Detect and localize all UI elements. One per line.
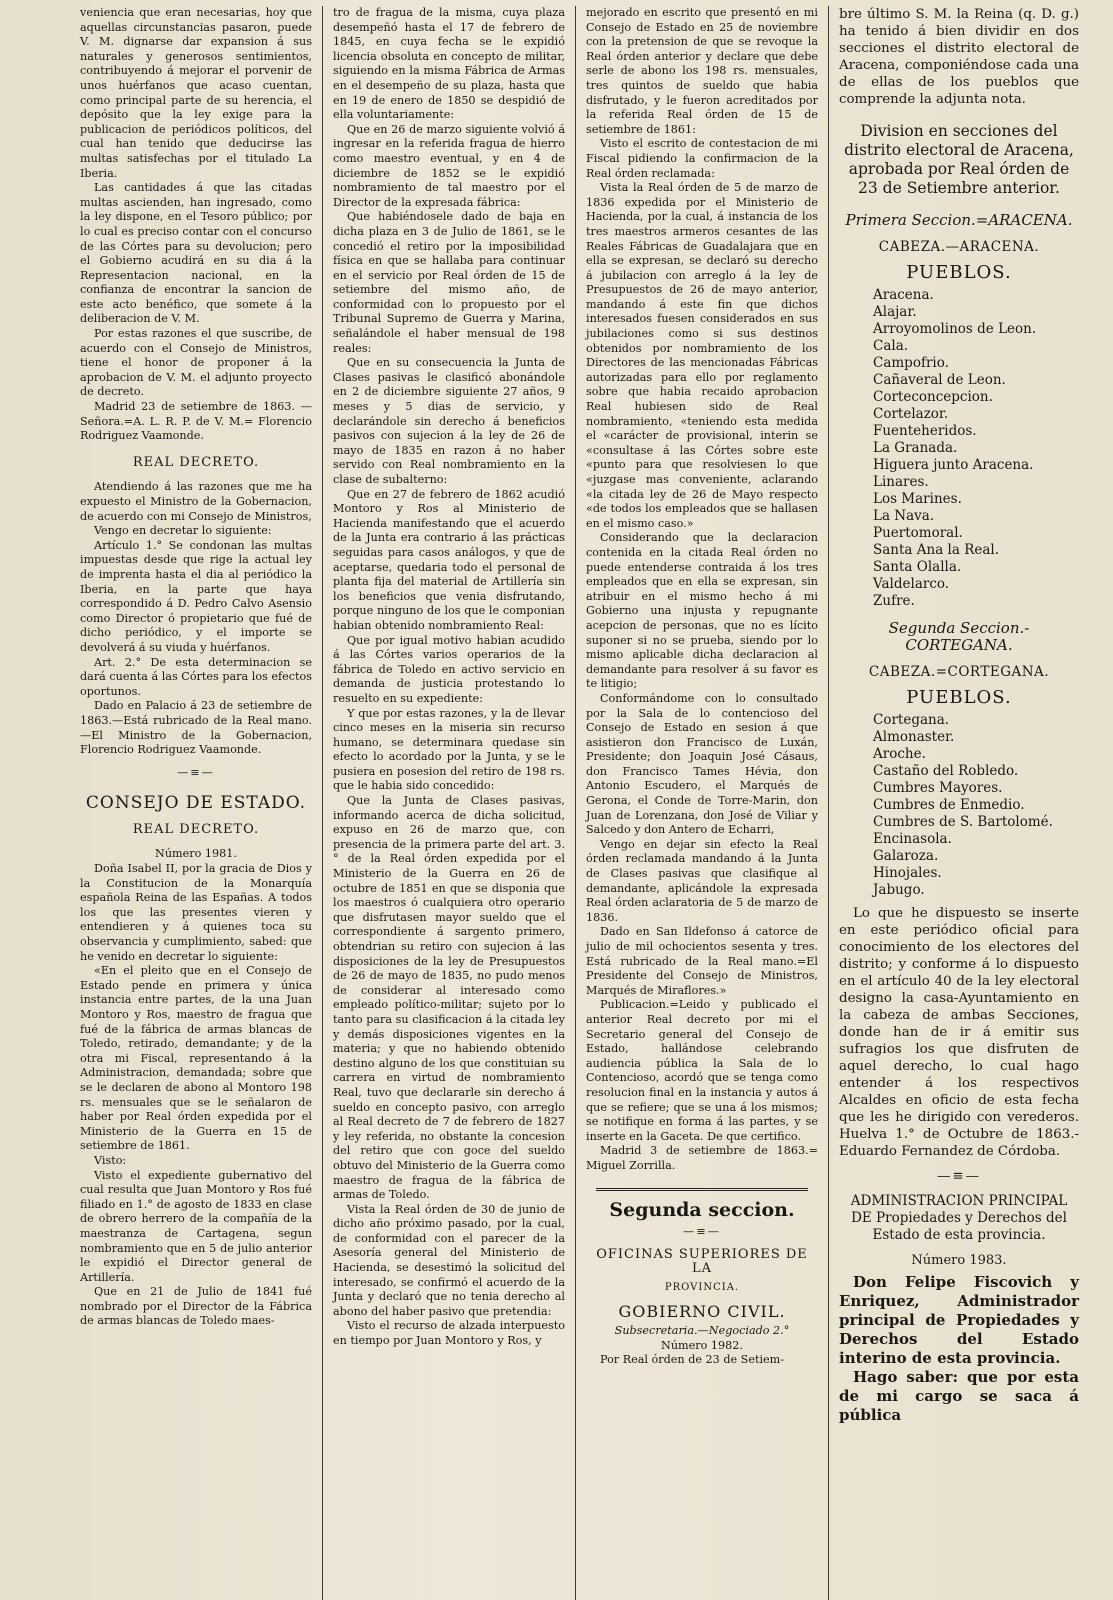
town-item: Cumbres Mayores. — [873, 780, 1003, 796]
pueblos-heading: PUEBLOS. — [906, 687, 1012, 708]
paragraph: tro de fragua de la misma, cuya plaza desempeñó hasta el 17 de febrero de 1845, en cuya fecha se le expidió licencia obsoluta en concepto de militar, siguiendo en la misma Fábrica de Armas en el desempeño de su plaza, hasta que en 19 de enero de 1850 se despidió de ella voluntariamente: — [333, 6, 565, 122]
column-2 — [323, 6, 576, 1600]
town-item: Cumbres de Enmedio. — [873, 797, 1025, 813]
office-heading: GOBIERNO CIVIL. — [618, 1302, 786, 1322]
office-subheading: PROVINCIA. — [664, 1281, 740, 1293]
paragraph: Que la Junta de Clases pasivas, informando acerca de dicha solicitud, expuso en 26 de marzo que, con presencia de la primera parte del art. 3.° de la Real órden expedida por el Ministerio de la Guerra en 26 de octubre de 1851 en que se disponia que los maestros ó cualquiera otro operario que disfrutasen mayor sueldo que el correspondiente á sargento primero, obtendrian su retiro con sujecion á las disposiciones de la ley de Presupuestos de 26 de mayo de 1835, no pudo menos de considerar al interesado como empleado político-militar; sujeto por lo tanto para su clasificacion á la citada ley y demás disposiciones vigentes en la materia; y que no habiendo obtenido destino alguno de los que constituian su carrera en virtud de nombramiento Real, tuvo que declararle sin derecho á sueldo en concepto pasivo, con arreglo al Real decreto de 7 de febrero de 1827 y ley referida, no obstante la concesion del retiro que con goce del sueldo obtuvo del Ministerio de la Guerra como maestro de fragua de la fábrica de armas de Toledo. — [333, 794, 565, 1202]
paragraph: Que en 21 de Julio de 1841 fué nombrado por el Director de la Fábrica de armas blancas de Toledo maes- — [80, 1285, 312, 1328]
town-item: Fuenteheridos. — [873, 423, 977, 439]
section-heading: Segunda seccion. — [609, 1198, 795, 1221]
section-title: Primera Seccion.=ARACENA. — [845, 211, 1073, 229]
document-number: Número 1982. — [661, 1338, 743, 1352]
paragraph: Hago saber: que por esta de mi cargo se saca á pública — [839, 1368, 1079, 1424]
paragraph: Que habiéndosele dado de baja en dicha plaza en 3 de Julio de 1861, se le concedió el retiro por la imposibilidad física en que se hallaba para continuar en el servicio por Real órden de 15 de setiembre del mismo año, de conformidad con lo propuesto por el Tribunal Supremo de Guerra y Marina, señalándole el haber mensual de 198 reales: — [333, 210, 565, 355]
town-item: Aroche. — [873, 746, 926, 762]
town-item: Santa Ana la Real. — [873, 542, 1000, 558]
paragraph: Conformándome con lo consultado por la Sala de lo contencioso del Consejo de Estado en sesion á que asistieron don Francisco de Luxán, Presidente; don Joaquin José Cásaus, don Francisco Tames Hévia, don Antonio Escudero, el Marqués de Gerona, el Conde de Torre-Marin, don Juan de Lorenzana, don José de Viliar y Salcedo y don Antero de Echarri, — [586, 691, 818, 837]
ornament-divider: —≡— — [936, 1169, 981, 1184]
paragraph: Y que por estas razones, y la de llevar cinco meses en la miseria sin recurso humano, se determinara quedase sin efecto lo acordado por la Junta, y se le pusiera en posesion del retiro de 198 rs. que le habia sido concedido: — [333, 706, 565, 793]
paragraph: Por estas razones el que suscribe, de acuerdo con el Consejo de Ministros, tiene el honor de proponer á la aprobacion de V. M. el adjunto proyecto de decreto. — [80, 327, 312, 399]
column-4 — [829, 6, 1089, 1600]
paragraph: Don Felipe Fiscovich y Enriquez, Administrador principal de Propiedades y Derechos del Estado interino de esta provincia. — [839, 1273, 1079, 1367]
document-number: Número 1983. — [911, 1253, 1007, 1268]
town-item: Corteconcepcion. — [873, 389, 993, 405]
office-heading: OFICINAS SUPERIORES DE LA — [596, 1246, 808, 1277]
admin-title: ADMINISTRACION PRINCIPAL DE Propiedades y Derechos del Estado de esta provincia. — [850, 1193, 1068, 1243]
town-item: Campofrio. — [873, 355, 949, 371]
paragraph: Lo que he dispuesto se inserte en este periódico oficial para conocimiento de los electores del distrito; y conforme á lo dispuesto en el artículo 40 de la ley electoral designo la casa-Ayuntamiento en la cabeza de ambas Secciones, donde han de ir á emitir sus sufragios los que disfruten de aquel derecho, lo cual hago entender á los respectivos Alcaldes en oficio de esta fecha que les he dirigido con verederos. Huelva 1.° de Octubre de 1863.-Eduardo Fernandez de Córdoba. — [839, 906, 1079, 1159]
paragraph: bre último S. M. la Reina (q. D. g.) ha tenido á bien dividir en dos secciones el distrito electoral de Aracena, componiéndose cada una de ellas de los pueblos que comprende la adjunta nota. — [839, 7, 1079, 107]
paragraph: Que en su consecuencia la Junta de Clases pasivas le clasificó abonándole en 2 de diciembre siguiente 27 años, 9 meses y 5 dias de servicio, y declarándole sin derecho á beneficios pasivos con sujecion á la ley de 26 de mayo de 1835 en razon á no haber servido con Real nombramiento en la clase de subalterno: — [333, 356, 565, 486]
town-item: Jabugo. — [873, 882, 925, 898]
section-title: Segunda Seccion.-CORTEGANA. — [888, 619, 1030, 654]
town-list — [839, 712, 1079, 899]
columns — [70, 6, 1099, 1600]
cabeza-line: CABEZA.=CORTEGANA. — [868, 664, 1050, 680]
paragraph: Por Real órden de 23 de Setiem- — [600, 1353, 785, 1367]
town-item: Aracena. — [873, 287, 934, 303]
paragraph: Publicacion.=Leido y publicado el anterior Real decreto por mi el Secretario general del Consejo de Estado, hallándose celebrando audiencia pública la Sala de lo Contencioso, acordó que se tenga como resolucion final en la instancia y autos á que se refiere; que se una á los mismos; se notifique en forma á las partes, y se inserte en la Gaceta. De que certifico. — [586, 998, 818, 1143]
pueblos-heading: PUEBLOS. — [906, 262, 1012, 283]
town-item: Cumbres de S. Bartolomé. — [873, 814, 1053, 830]
section-heading: REAL DECRETO. — [132, 454, 260, 470]
town-item: Castaño del Robledo. — [873, 763, 1019, 779]
town-item: Zufre. — [873, 593, 915, 609]
section-heading: CONSEJO DE ESTADO. — [85, 793, 307, 814]
town-item: Valdelarco. — [873, 576, 950, 592]
paragraph: mejorado en escrito que presentó en mi Consejo de Estado en 25 de noviembre con la pretension de que se revoque la Real órden anterior y declare que debe serle de abono los 198 rs. mensuales, tres quintos de sueldo que habia disfrutado, y le fueron acreditados por la referida Real órden de 15 de setiembre de 1861: — [586, 6, 818, 136]
paragraph: Vengo en dejar sin efecto la Real órden reclamada mandando á la Junta de Clases pasivas que clasifique al demandante, aplicándole la expresada Real órden aclaratoria de 5 de marzo de 1836. — [586, 837, 818, 924]
town-item: Santa Olalla. — [873, 559, 962, 575]
negociado-line: Subsecretaria.—Negociado 2.° — [614, 1324, 790, 1338]
ornament-divider: —≡— — [177, 765, 215, 779]
town-item: Cañaveral de Leon. — [873, 372, 1006, 388]
division-title: Division en secciones del distrito electoral de Aracena, aprobada por Real órden de 23 de Setiembre anterior. — [844, 122, 1074, 197]
town-item: Cala. — [873, 338, 909, 354]
paragraph: Madrid 3 de setiembre de 1863.= Miguel Zorrilla. — [586, 1144, 818, 1172]
paragraph: Visto el escrito de contestacion de mi Fiscal pidiendo la confirmacion de la Real órden reclamada: — [586, 137, 818, 180]
paragraph: Dado en Palacio á 23 de setiembre de 1863.—Está rubricado de la Real mano.—El Ministro de la Gobernacion, Florencio Rodriguez Vaamonde. — [80, 699, 312, 757]
town-item: La Granada. — [873, 440, 958, 456]
town-item: Alajar. — [873, 304, 917, 320]
document-number: Número 1981. — [155, 847, 237, 861]
paragraph: Visto el expediente gubernativo del cual resulta que Juan Montoro y Ros fué filiado en 1.° de agosto de 1833 en clase de obrero herrero de la compañía de la maestranza de Cartagena, segun nombramiento que en 5 de julio anterior le expidió el Director general de Artillería. — [80, 1168, 312, 1284]
column-1 — [70, 6, 323, 1600]
town-item: Puertomoral. — [873, 525, 963, 541]
paragraph: Vista la Real órden de 5 de marzo de 1836 expedida por el Ministerio de Hacienda, por la cual, á instancia de los tres maestros armeros cesantes de las Reales Fábricas de Guadalajara que en ella se expresan, se declaró su derecho á jubilacion con arreglo á la ley de Presupuestos de 26 de mayo anterior, mandando á este fin que dichos interesados fuesen considerados en sus jubilaciones como si sus destinos obtenidos por nombramiento de los Directores de las mencionadas Fábricas autorizadas para ello por reglamento sobre que habia recaido aprobacion Real hubiesen sido de Real nombramiento, «teniendo esta medida el «carácter de provisional, interin se «consultase á las Córtes sobre este «punto para que resolviesen lo que «juzgase mas conveniente, aclarando «la citada ley de 26 de Mayo respecto «de todos los empleados que se hallasen en el mismo caso.» — [586, 181, 818, 530]
paragraph: Doña Isabel II, por la gracia de Dios y la Constitucion de la Monarquía española Reina de las Españas. A todos los que las presentes vieren y entendieren y á quienes toca su observancia y cumplimiento, sabed: que he venido en decretar lo siguiente: — [80, 862, 312, 963]
town-item: Cortelazor. — [873, 406, 949, 422]
town-item: Galaroza. — [873, 848, 939, 864]
town-list — [839, 287, 1079, 610]
town-item: Higuera junto Aracena. — [873, 457, 1034, 473]
paragraph: Las cantidades á que las citadas multas ascienden, han ingresado, como la ley dispone, en el Tesoro público; por lo cual es preciso contar con el concurso de las Córtes para su devolucion; pero el Gobierno acudirá en su dia á la Representacion nacional, en la confianza de encontrar la sancion de este acto benéfico, que somete á la deliberacion de V. M. — [80, 181, 312, 326]
cabeza-line: CABEZA.—ARACENA. — [878, 239, 1040, 255]
town-item: Los Marines. — [873, 491, 962, 507]
paragraph: Dado en San Ildefonso á catorce de julio de mil ochocientos sesenta y tres. Está rubricado de la Real mano.=El Presidente del Consejo de Ministros, Marqués de Miraflores.» — [586, 925, 818, 997]
town-item: Almonaster. — [873, 729, 955, 745]
town-item: Encinasola. — [873, 831, 952, 847]
paragraph: Art. 2.° De esta determinacion se dará cuenta á las Córtes para los efectos oportunos. — [80, 655, 312, 698]
double-rule — [596, 1188, 808, 1191]
column-3 — [576, 6, 829, 1600]
town-item: Arroyomolinos de Leon. — [873, 321, 1037, 337]
sub-heading: REAL DECRETO. — [132, 821, 260, 837]
paragraph: Considerando que la declaracion contenida en la citada Real órden no puede entenderse contraida á los tres empleados que en ella se expresan, sin atribuir en el mismo hecho á mi Gobierno una injusta y repugnante acepcion de personas, que no es lícito suponer si no se prueba, siendo por lo mismo aplicable dicha declaracion al demandante para resolver á su favor es te litigio; — [586, 531, 818, 691]
paragraph: Artículo 1.° Se condonan las multas impuestas desde que rige la actual ley de imprenta hasta el dia al periódico la Iberia, en la parte que haya correspondido á D. Pedro Calvo Asensio como Director ó propietario que fué de dicho periódico, y el importe se devolverá á su viuda y huérfanos. — [80, 538, 312, 654]
paragraph: veniencia que eran necesarias, hoy que aquellas circunstancias pasaron, puede V. M. dignarse dar expansion á sus naturales y generosos sentimientos, contribuyendo á mejorar el porvenir de unos huérfanos que acaso cuentan, como principal parte de su herencia, el depósito que la ley exige para la publicacion de periódicos políticos, del cual han tenido que deducirse las multas satisfechas por el titulado La Iberia. — [80, 6, 312, 180]
town-item: Cortegana. — [873, 712, 950, 728]
paragraph: Madrid 23 de setiembre de 1863. —Señora.=A. L. R. P. de V. M.= Florencio Rodriguez Vaamonde. — [80, 400, 312, 443]
town-item: La Nava. — [873, 508, 935, 524]
paragraph: Vista la Real órden de 30 de junio de dicho año próximo pasado, por la cual, de conformidad con el parecer de la Asesoría general del Ministerio de Hacienda, se desestimó la solicitud del interesado, se confirmó el acuerdo de la Junta y declaró que no tenia derecho al abono del haber pasivo que pretendia: — [333, 1202, 565, 1318]
paragraph: Que en 27 de febrero de 1862 acudió Montoro y Ros al Ministerio de Hacienda manifestando que el acuerdo de la Junta era contrario á las prácticas seguidas para casos análogos, y que de aceptarse, quedaria todo el personal de planta fija del material de Artillería sin los beneficios que venia disfrutando, porque ninguno de los que le componian habian obtenido nombramiento Real: — [333, 487, 565, 632]
paragraph: Visto: — [94, 1153, 127, 1167]
paragraph: Vengo en decretar lo siguiente: — [94, 524, 272, 538]
town-item: Linares. — [873, 474, 929, 490]
paragraph: Visto el recurso de alzada interpuesto en tiempo por Juan Montoro y Ros, y — [333, 1319, 565, 1348]
paragraph: Que por igual motivo habian acudido á las Córtes varios operarios de la fábrica de Toledo en activo servicio en demanda de justicia protestando lo resuelto en su expediente: — [333, 633, 565, 705]
paragraph: Atendiendo á las razones que me ha expuesto el Ministro de la Gobernacion, de acuerdo con mi Consejo de Ministros, — [80, 480, 312, 523]
paragraph: Que en 26 de marzo siguiente volvió á ingresar en la referida fragua de hierro como maestro eventual, y en 4 de diciembre de 1852 se le expidió nombramiento de tal maestro por el Director de la expresada fábrica: — [333, 122, 565, 209]
paragraph: «En el pleito que en el Consejo de Estado pende en primera y única instancia entre partes, de la una Juan Montoro y Ros, maestro de fragua que fué de la fábrica de armas blancas de Toledo, retirado, demandante; y de la otra mi Fiscal, representando á la Administracion, demandada; sobre que se le declaren de abono al Montoro 198 rs. mensuales que se le señalaron de haber por Real órden expedida por el Ministerio de la Guerra en 15 de setiembre de 1861. — [80, 964, 312, 1153]
town-item: Hinojales. — [873, 865, 942, 881]
ornament-divider: —≡— — [683, 1225, 721, 1239]
